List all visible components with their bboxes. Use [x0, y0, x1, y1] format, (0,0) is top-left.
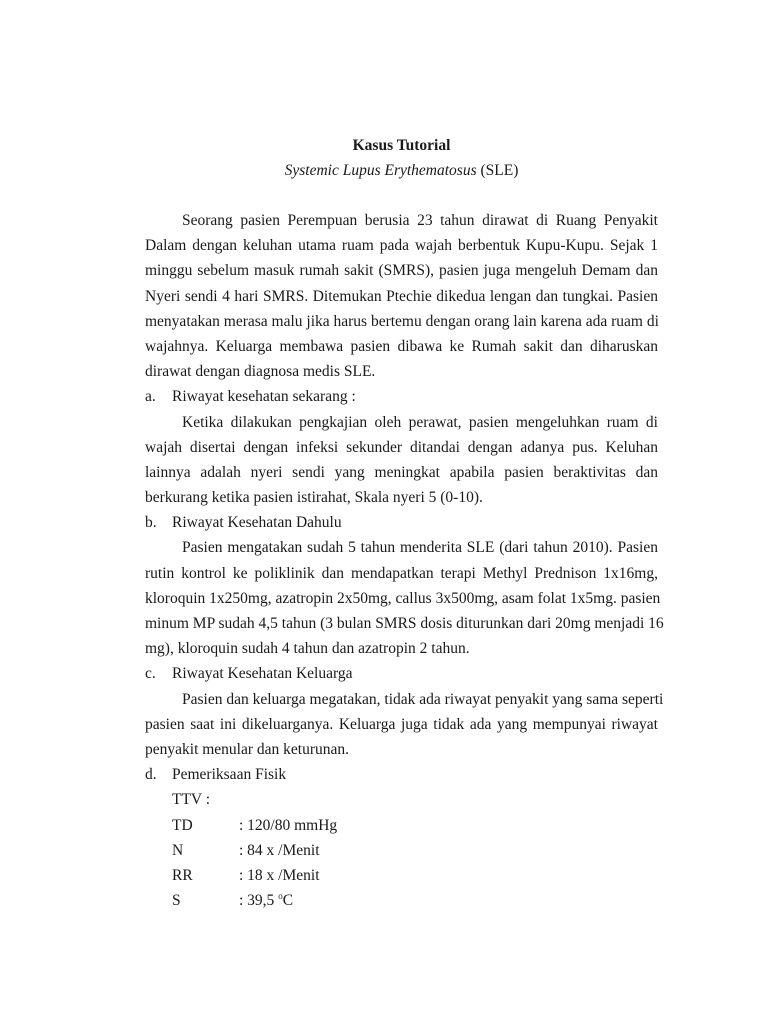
section-heading: [145, 661, 658, 686]
text-line: Ketika dilakukan pengkajian oleh perawat, pasien mengeluhkan ruam di: [182, 413, 658, 431]
intro-paragraph: [145, 208, 658, 384]
text-line: minum MP sudah 4,5 tahun (3 bulan SMRS dosis diturunkan dari 20mg menjadi 16: [145, 615, 664, 632]
vital-sign-value: : 120/80 mmHg: [239, 816, 338, 834]
section-label: d.: [145, 766, 157, 784]
vital-sign-value: : 84 x /Menit: [239, 841, 320, 859]
vital-sign-row: [145, 888, 658, 913]
section-heading: [145, 510, 658, 535]
section-heading-text: Riwayat kesehatan sekarang :: [172, 388, 356, 406]
subtitle-italic: Systemic Lupus Erythematosus: [284, 162, 477, 179]
text-line: Nyeri sendi 4 hari SMRS. Ditemukan Ptechie dikedua lengan dan tungkai. Pasien: [145, 287, 658, 305]
vital-sign-row: [145, 813, 658, 838]
document-title: Kasus Tutorial: [352, 137, 451, 154]
text-line: pasien saat ini dikeluarganya. Keluarga juga tidak ada yang mempunyai riwayat: [145, 715, 658, 733]
text-line: Seorang pasien Perempuan berusia 23 tahun dirawat di Ruang Penyakit: [182, 212, 658, 229]
vital-sign-key: S: [172, 892, 181, 910]
document-page: [145, 133, 664, 913]
vital-sign-key: N: [172, 841, 184, 859]
section-heading-text: Riwayat Kesehatan Keluarga: [172, 665, 353, 683]
vital-sign-row: [145, 863, 658, 888]
text-line: Dalam dengan keluhan utama ruam pada wajah berbentuk Kupu-Kupu. Sejak 1: [145, 237, 658, 255]
text-line: penyakit menular dan keturunan.: [145, 740, 350, 758]
text-line: dirawat dengan diagnosa medis SLE.: [145, 363, 376, 381]
text-line: Pasien mengatakan sudah 5 tahun menderita SLE (dari tahun 2010). Pasien: [182, 539, 658, 557]
section-label: b.: [145, 514, 157, 532]
subtitle-rest: (SLE): [476, 162, 519, 179]
section-heading: [145, 762, 658, 787]
ttv-title: TTV :: [172, 791, 211, 809]
section-riwayat-keluarga: [145, 661, 664, 762]
section-label: c.: [145, 665, 156, 683]
text-line: menyatakan merasa malu jika harus bertemu dengan orang lain karena ada ruam di: [145, 312, 659, 330]
vital-sign-value: : 39,5: [239, 892, 279, 910]
degree-superscript: o: [278, 891, 283, 902]
section-riwayat-sekarang: [145, 384, 658, 510]
section-riwayat-dahulu: [145, 510, 664, 661]
vital-sign-row: [145, 838, 658, 863]
text-line: mg), kloroquin sudah 4 tahun dan azatropin 2 tahun.: [145, 640, 470, 658]
document-subtitle: [145, 158, 658, 183]
vital-sign-key: RR: [172, 866, 193, 884]
text-line: lainnya adalah nyeri sendi yang meningkat apabila pasien beraktivitas dan: [145, 463, 658, 481]
section-heading-text: Riwayat Kesehatan Dahulu: [172, 514, 342, 532]
text-line: Pasien dan keluarga megatakan, tidak ada riwayat penyakit yang sama seperti: [182, 690, 664, 708]
vital-sign-value: : 18 x /Menit: [239, 866, 320, 884]
text-line: rutin kontrol ke poliklinik dan mendapatkan terapi Methyl Prednison 1x16mg,: [145, 564, 658, 582]
section-heading-text: Pemeriksaan Fisik: [172, 766, 287, 784]
temperature-unit: C: [282, 892, 294, 910]
text-line: kloroquin 1x250mg, azatropin 2x50mg, callus 3x500mg, asam folat 1x5mg. pasien: [145, 589, 661, 607]
text-line: wajah disertai dengan infeksi sekunder ditandai dengan adanya pus. Keluhan: [145, 438, 658, 456]
vital-sign-key: TD: [172, 816, 193, 834]
text-line: wajahnya. Keluarga membawa pasien dibawa ke Rumah sakit dan diharuskan: [145, 337, 658, 355]
text-line: minggu sebelum masuk rumah sakit (SMRS), pasien juga mengeluh Demam dan: [145, 262, 658, 280]
section-heading: [145, 384, 658, 409]
section-pemeriksaan-fisik: [145, 762, 658, 913]
section-label: a.: [145, 388, 156, 406]
text-line: berkurang ketika pasien istirahat, Skala nyeri 5 (0-10).: [145, 489, 483, 507]
